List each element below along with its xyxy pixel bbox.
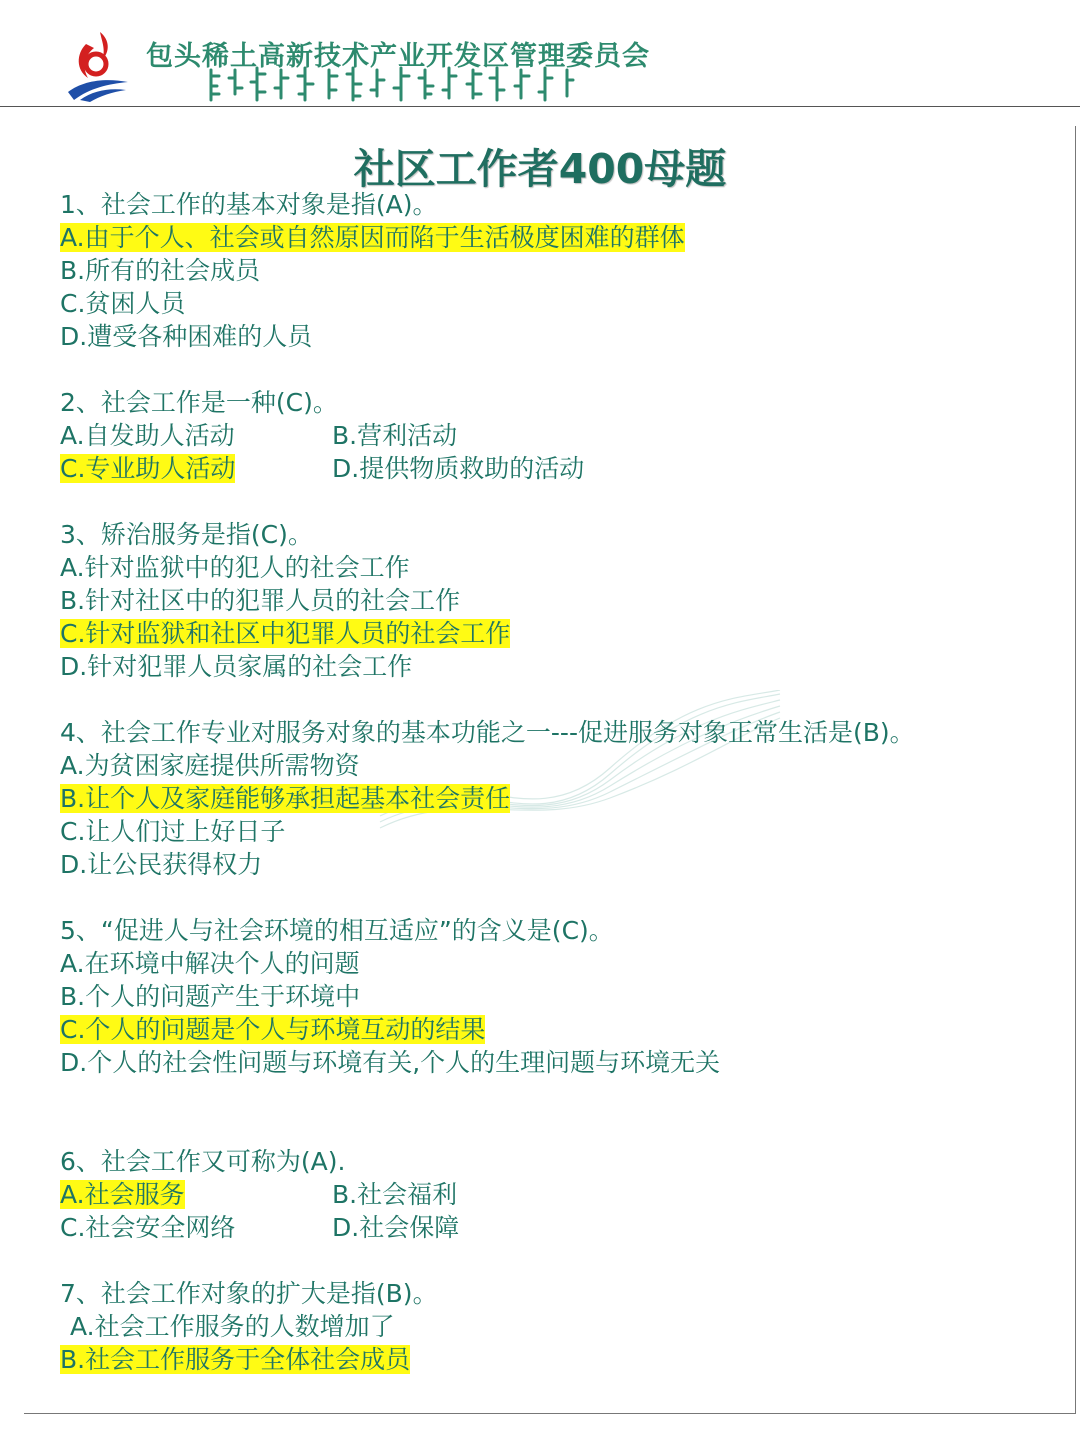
answer-option-correct (60, 452, 332, 485)
option-text: A.社会服务 (60, 1180, 185, 1209)
question-6 (60, 1145, 1060, 1244)
header-banner (0, 0, 1080, 107)
answer-option: A.针对监狱中的犯人的社会工作 (60, 553, 410, 582)
answer-option-correct (60, 221, 1060, 254)
question-stem: 4、社会工作专业对服务对象的基本功能之一---促进服务对象正常生活是(B)。 (60, 718, 915, 747)
question-4 (60, 716, 1060, 881)
answer-option: B.营利活动 (332, 421, 458, 450)
answer-option: B.所有的社会成员 (60, 256, 261, 285)
option-row (60, 1178, 1060, 1211)
question-stem: 7、社会工作对象的扩大是指(B)。 (60, 1279, 438, 1308)
answer-option: C.让人们过上好日子 (60, 817, 286, 846)
question-stem: 1、社会工作的基本对象是指(A)。 (60, 190, 438, 219)
answer-option: C.社会安全网络 (60, 1213, 236, 1242)
question-3 (60, 518, 1060, 683)
question-1 (60, 188, 1060, 353)
spacer (60, 485, 1060, 518)
answer-option: A.社会工作服务的人数增加了 (70, 1312, 395, 1341)
answer-option: B.个人的问题产生于环境中 (60, 982, 361, 1011)
option-row (60, 1211, 1060, 1244)
option-text: B.让个人及家庭能够承担起基本社会责任 (60, 784, 511, 813)
answer-option: D.针对犯罪人员家属的社会工作 (60, 652, 413, 681)
org-name: 包头稀土高新技术产业开发区管理委员会 (146, 41, 650, 72)
question-stem: 2、社会工作是一种(C)。 (60, 388, 338, 417)
answer-option: B.针对社区中的犯罪人员的社会工作 (60, 586, 461, 615)
answer-option: A.自发助人活动 (60, 421, 235, 450)
zone-emblem-logo (66, 30, 130, 102)
answer-option: D.让公民获得权力 (60, 850, 263, 879)
answer-option-correct (60, 782, 1060, 815)
question-stem: 5、“促进人与社会环境的相互适应”的含义是(C)。 (60, 916, 614, 945)
spacer (60, 1244, 1060, 1277)
option-row (60, 419, 1060, 452)
answer-option: D.遭受各种困难的人员 (60, 322, 313, 351)
page-frame-bottom-border (24, 1413, 1076, 1414)
question-5 (60, 914, 1060, 1079)
answer-option: D.提供物质救助的活动 (332, 454, 585, 483)
answer-option: C.贫困人员 (60, 289, 186, 318)
option-text: A.由于个人、社会或自然原因而陷于生活极度困难的群体 (60, 223, 685, 252)
spacer (60, 881, 1060, 914)
option-row (60, 452, 1060, 485)
option-text: C.针对监狱和社区中犯罪人员的社会工作 (60, 619, 511, 648)
spacer (60, 1079, 1060, 1145)
answer-option-correct (60, 1343, 1060, 1376)
answer-option: A.在环境中解决个人的问题 (60, 949, 360, 978)
question-list (60, 188, 1060, 1376)
question-stem: 6、社会工作又可称为(A). (60, 1147, 346, 1176)
answer-option-correct (60, 617, 1060, 650)
answer-option: A.为贫困家庭提供所需物资 (60, 751, 360, 780)
answer-option-correct (60, 1013, 1060, 1046)
spacer (60, 353, 1060, 386)
mongolian-script-org-name (205, 66, 575, 104)
option-text: B.社会工作服务于全体社会成员 (60, 1345, 411, 1374)
question-2 (60, 386, 1060, 485)
question-7 (60, 1277, 1060, 1376)
option-text: C.个人的问题是个人与环境互动的结果 (60, 1015, 486, 1044)
page-frame-right-border (1075, 126, 1076, 1414)
answer-option-correct (60, 1178, 332, 1211)
answer-option: B.社会福利 (332, 1180, 458, 1209)
spacer (60, 683, 1060, 716)
answer-option: D.个人的社会性问题与环境有关,个人的生理问题与环境无关 (60, 1048, 721, 1077)
document-title: 社区工作者400母题 (353, 145, 727, 193)
option-text: C.专业助人活动 (60, 454, 236, 483)
question-stem: 3、矫治服务是指(C)。 (60, 520, 313, 549)
answer-option: D.社会保障 (332, 1213, 460, 1242)
